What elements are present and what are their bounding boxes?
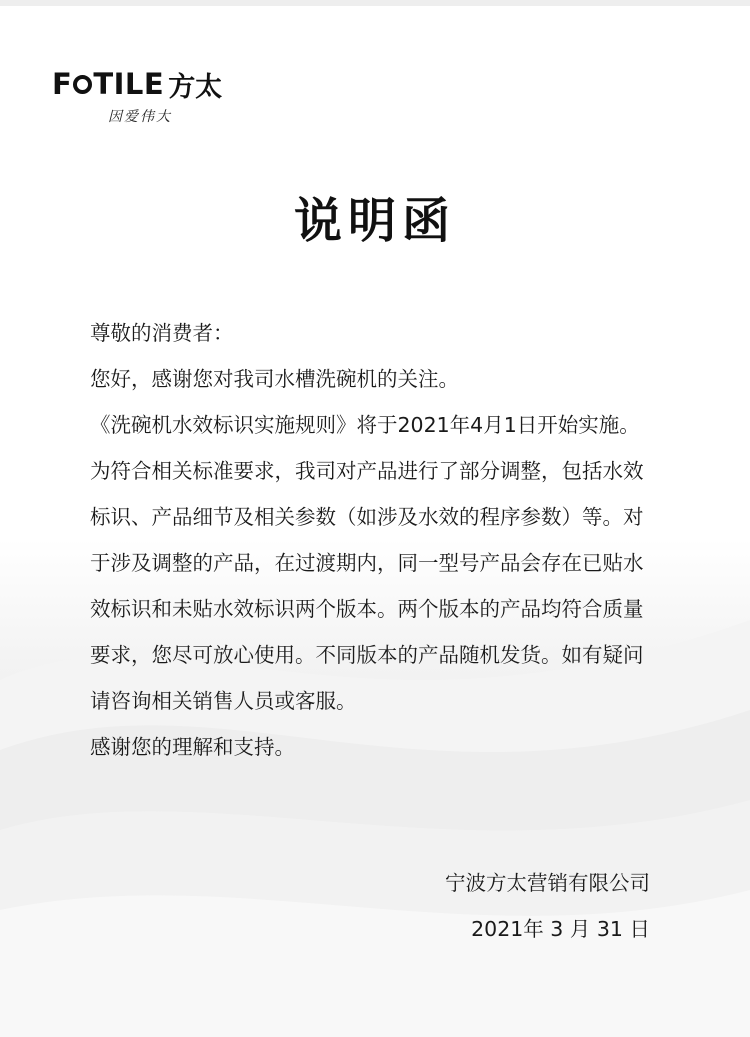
logo-ring-icon — [73, 75, 92, 94]
letter-date: 2021年 3 月 31 日 — [471, 917, 650, 941]
company-name: 宁波方太营销有限公司 — [445, 871, 650, 895]
fotile-logo — [52, 66, 222, 126]
page-title: 说明函 — [293, 193, 456, 249]
main-paragraph: 《洗碗机水效标识实施规则》将于2021年4月1日开始实施。为符合相关标准要求，我司对产品进行了部分调整，包括水效标识、产品细节及相关参数（如涉及水效的程序参数）等。对于涉及调整的产品，在过渡期内，同一型号产品会存在已贴水效标识和未贴水效标识两个版本。两个版本的产品均符合质量要求，您尽可放心使用。不同版本的产品随机发货。如有疑问请咨询相关销售人员或客服。 — [90, 413, 644, 713]
closing: 感谢您的理解和支持。 — [90, 735, 295, 759]
signature-block — [445, 860, 650, 952]
brand-slogan: 因爱伟大 — [108, 109, 172, 125]
top-border — [0, 0, 750, 6]
logo-wordmark: F TILE — [52, 67, 165, 101]
greeting: 您好，感谢您对我司水槽洗碗机的关注。 — [90, 367, 459, 391]
letter-body — [90, 310, 660, 770]
salutation: 尊敬的消费者： — [90, 321, 234, 345]
logo-chinese-name: 方太 — [168, 71, 223, 103]
